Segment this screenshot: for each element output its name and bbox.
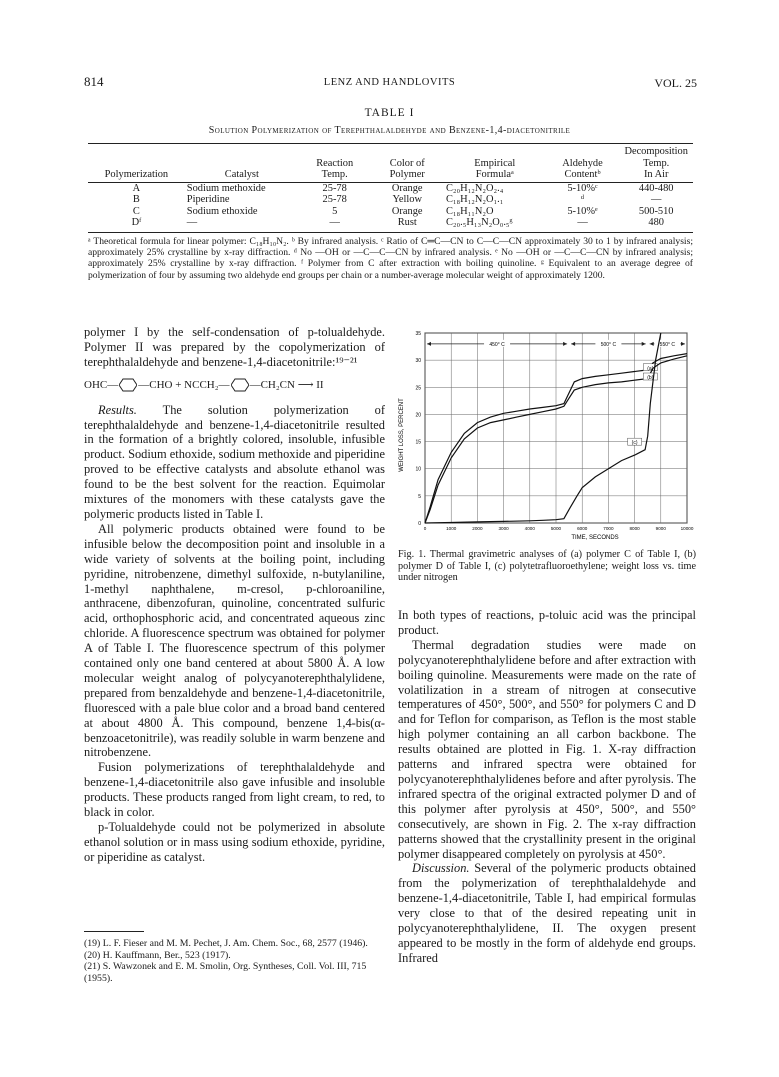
cell-aldehyde: 5-10%ᶜ — [567, 182, 598, 194]
cell-color: Yellow — [392, 194, 422, 205]
cell-temp: 5 — [332, 205, 338, 217]
cell-color: Orange — [391, 205, 423, 217]
x-tick-label: 4000 — [524, 526, 535, 531]
paragraph: p-Tolualdehyde could not be polymerized in absolute ethanol solution or in mass using sodium ethoxide, pyridine, or piperidine as catalyst. — [84, 820, 385, 864]
col-header-catalyst: Catalyst — [224, 169, 259, 180]
region-arrowhead — [563, 342, 567, 346]
y-tick-label: 15 — [415, 439, 421, 446]
paragraph: Several of the polymeric products obtained from the polymerization of terephthalaldehyde and benzene-1,4-diacetonitrile, Table I, had empirical formulas very close to that of the desired repeating unit in polycyanoterephthalylidene, II. The oxygen present appeared to be mostly in the form of aldehyde end groups. Infrared — [398, 861, 697, 965]
x-tick-label: 2000 — [472, 526, 483, 531]
x-tick-label: 1000 — [446, 526, 457, 531]
chart-ticks — [415, 331, 693, 531]
cell-catalyst: — — [186, 217, 198, 228]
volume-label: VOL. 25 — [654, 76, 697, 90]
table-caption: Solution Polymerization of Terephthalaldehyde and Benzene-1,4-diacetonitrile — [208, 125, 571, 136]
series-label: (b) — [647, 375, 654, 382]
paragraph: All polymeric products obtained were found to be infusible below the decomposition point and insoluble in a wide variety of solvents at the boiling point, including pyridine, nitrobenzene, dimethyl sulfoxide, n-butylaniline, 1-methyl naphthalene, m-cresol, p-chloroaniline, anthracene, dibenzofuran, quinoline, concentrated sulfuric acid, orthophosphoric acid, and concentrated aqueous zinc chloride. A fluorescence spectrum was obtained for polymer A of Table I. The fluorescence spectrum of this polymer contained only one band centered at about 5800 Å. A low molecular weight analog of polycyanoterephthalylidene, prepared from benzaldehyde and benzene-1,4-diacetonitrile, fluoresced with a pale blue color and a broad band centered at about 4800 Å. This compound, benzene 1,4-bis(α-benzoacetonitrile), was readily soluble in warm benzene and nitrobenzene. — [84, 521, 385, 760]
x-tick-label: 0 — [423, 526, 427, 531]
table-row — [88, 182, 693, 194]
table-footnotes: ᵃ Theoretical formula for linear polymer: C₁₈H₁₀N₂. ᵇ By infrared analysis. ᶜ Ratio of C═C—CN to C—C—CN approximately 30 to 1 by infrared analysis; approximately 25% crystalline by x-ray diffraction. ᵈ No —OH or —C—C—CN by infrared analysis. ᵉ No —OH or —C—C—CN by infrared analysis; approximately 25% crystalline by x-ray diffraction. ᶠ Polymer from C after extraction with boiling quinoline. ᵍ Equivalent to an average degree of polymerization of four by assuming two aldehyde end groups per chain or a number-average molecular weight of approximately 1200. — [88, 236, 693, 281]
equation-left: OHC— — [84, 378, 119, 391]
paragraph: Fusion polymerizations of terephthalaldehyde and benzene-1,4-diacetonitrile also gave infusible and insoluble products. These products ranged from light cream, to red, to black in color. — [84, 760, 385, 820]
cell-aldehyde: 5-10%ᵉ — [567, 205, 598, 217]
cell-decomposition: 440-480 — [638, 182, 674, 194]
cell-polymerization: A — [132, 182, 141, 194]
cell-aldehyde: — — [577, 217, 588, 228]
results-heading: Results. — [98, 402, 137, 417]
y-tick-label: 5 — [418, 493, 421, 500]
cell-color: Rust — [397, 217, 417, 228]
x-tick-label: 3000 — [498, 526, 509, 531]
region-arrowhead — [571, 342, 575, 346]
col-header-decomposition: Decomposition Temp. In Air — [624, 146, 688, 180]
series-label: (c) — [631, 440, 638, 447]
running-head: LENZ AND HANDLOVITS — [323, 77, 456, 88]
thermal-gravimetric-chart — [395, 325, 697, 547]
table-row — [88, 194, 693, 206]
chart-grid — [425, 333, 687, 523]
series-line — [425, 333, 661, 523]
page-number: 814 — [84, 74, 104, 89]
col-header-aldehyde: Aldehyde Contentᵇ — [562, 157, 603, 180]
cell-color: Orange — [391, 182, 423, 194]
cell-catalyst: Sodium ethoxide — [186, 205, 258, 217]
x-tick-label: 6000 — [577, 526, 588, 531]
table-row — [88, 217, 693, 229]
col-header-formula: Empirical Formulaᵃ — [474, 157, 516, 180]
cell-formula: C₁₈H₁₁N₂O — [445, 205, 494, 217]
benzene-ring-icon — [119, 378, 137, 392]
cell-decomposition: — — [651, 194, 662, 205]
x-tick-label: 7000 — [603, 526, 614, 531]
x-axis-label: TIME, SECONDS — [571, 535, 619, 541]
paragraph: In both types of reactions, p-toluic acid was the principal product. — [398, 608, 696, 637]
cell-formula: C₁₈H₁₂N₂O₁.₁ — [445, 194, 504, 205]
x-tick-label: 10000 — [680, 526, 694, 531]
figure-caption: Fig. 1. Thermal gravimetric analyses of (a) polymer C of Table I, (b) polymer D of Table I, (c) polytetrafluoroethylene; weight loss vs. time under nitrogen — [398, 549, 696, 583]
table-bottom-rule — [88, 232, 693, 233]
right-column — [398, 608, 696, 966]
series-label: (a) — [647, 365, 654, 372]
region-label: 550° C — [659, 341, 676, 348]
x-tick-label: 9000 — [655, 526, 666, 531]
cell-aldehyde: ᵈ — [580, 194, 585, 205]
x-tick-label: 5000 — [550, 526, 562, 531]
cell-formula: C₂₀.₅H₁₃N₂O₀.₅ᵍ — [445, 217, 513, 228]
y-tick-label: 0 — [418, 521, 421, 527]
left-column — [84, 325, 385, 865]
reference-item: (20) H. Kauffmann, Ber., 523 (1917). — [84, 949, 231, 961]
equation-right: —CH₂CN ⟶ II — [249, 378, 324, 391]
paragraph: The solution polymerization of terephthalaldehyde and benzene-1,4-diacetonitrile resulted in the formation of a brightly colored, insoluble, infusible product. Sodium ethoxide, sodium methoxide and piperidine proved to be effective catalysts and absolute ethanol was found to be the best solvent for the reaction. Equimolar mixtures of the monomers with these catalysts gave the polymeric products listed in Table I. — [84, 402, 385, 521]
paragraph: Thermal degradation studies were made on polycyanoterephthalylidene before and after extraction with boiling quinoline. Measurements were made on the rate of volatilization in a stream of nitrogen at consecutive temperatures of 450°, 500°, and 550° for polymers C and D and for Teflon for comparison, as Teflon is the most stable high polymer containing an all carbon backbone. The results obtained are plotted in Fig. 1. X-ray diffraction patterns and infrared spectra were obtained for polycyanoterephthalylidenes before and after pyrolysis. The infrared spectra of the original extracted polymer D and of this polymer after pyrolysis at 450°, 500°, and 550° consecutively, are shown in Fig. 2. The x-ray diffraction patterns showed that the crystallinity present in the original polymer disappeared completely on pyrolysis at 450°. — [398, 637, 696, 861]
cell-decomposition: 500-510 — [638, 205, 674, 217]
polymerization-table — [88, 144, 693, 229]
region-label: 500° C — [600, 341, 617, 348]
paragraph: polymer I by the self-condensation of p-tolualdehyde. Polymer II was prepared by the copolymerization of terephthalaldehyde and benzene-1,4-diacetonitrile:¹⁹⁻²¹ — [84, 325, 385, 369]
cell-polymerization: C — [132, 205, 140, 217]
cell-temp: 25-78 — [322, 194, 347, 205]
x-tick-label: 8000 — [629, 526, 640, 531]
reference-item: (19) L. F. Fieser and M. M. Pechet, J. Am. Chem. Soc., 68, 2577 (1946). — [84, 938, 368, 949]
equation-mid: —CHO + NCCH₂— — [138, 378, 230, 391]
cell-formula: C₂₀H₁₂N₂O₂.₄ — [445, 182, 504, 194]
region-arrowhead — [642, 342, 646, 346]
col-header-reaction-temp: Reaction Temp. — [316, 157, 354, 180]
cell-temp: 25-78 — [322, 182, 347, 194]
y-tick-label: 35 — [415, 331, 421, 337]
table-row — [88, 206, 693, 218]
col-header-color: Color of Polymer — [389, 157, 425, 180]
region-label: 450° C — [489, 341, 505, 348]
table-title: TABLE I — [364, 107, 415, 119]
y-tick-label: 20 — [415, 412, 421, 419]
region-arrowhead — [650, 342, 654, 346]
y-axis-label: WEIGHT LOSS, PERCENT — [399, 398, 405, 472]
y-tick-label: 25 — [415, 385, 421, 392]
benzene-ring-icon — [231, 378, 249, 392]
region-arrowhead — [427, 342, 431, 346]
references — [84, 938, 384, 984]
col-header-polymerization: Polymerization — [104, 169, 169, 180]
y-tick-label: 30 — [415, 358, 421, 365]
references-rule — [84, 931, 144, 932]
reference-item: (21) S. Wawzonek and E. M. Smolin, Org. Syntheses, Coll. Vol. III, 715 (1955). — [84, 961, 367, 984]
cell-polymerization: B — [132, 194, 140, 205]
region-arrowhead — [681, 342, 685, 346]
cell-decomposition: 480 — [648, 217, 664, 228]
cell-temp: — — [329, 217, 340, 228]
discussion-heading: Discussion. — [412, 861, 470, 876]
reaction-equation — [84, 378, 385, 393]
cell-catalyst: Sodium methoxide — [186, 182, 266, 194]
cell-polymerization: Dᶠ — [131, 217, 142, 228]
y-tick-label: 10 — [415, 466, 421, 473]
cell-catalyst: Piperidine — [186, 194, 230, 205]
